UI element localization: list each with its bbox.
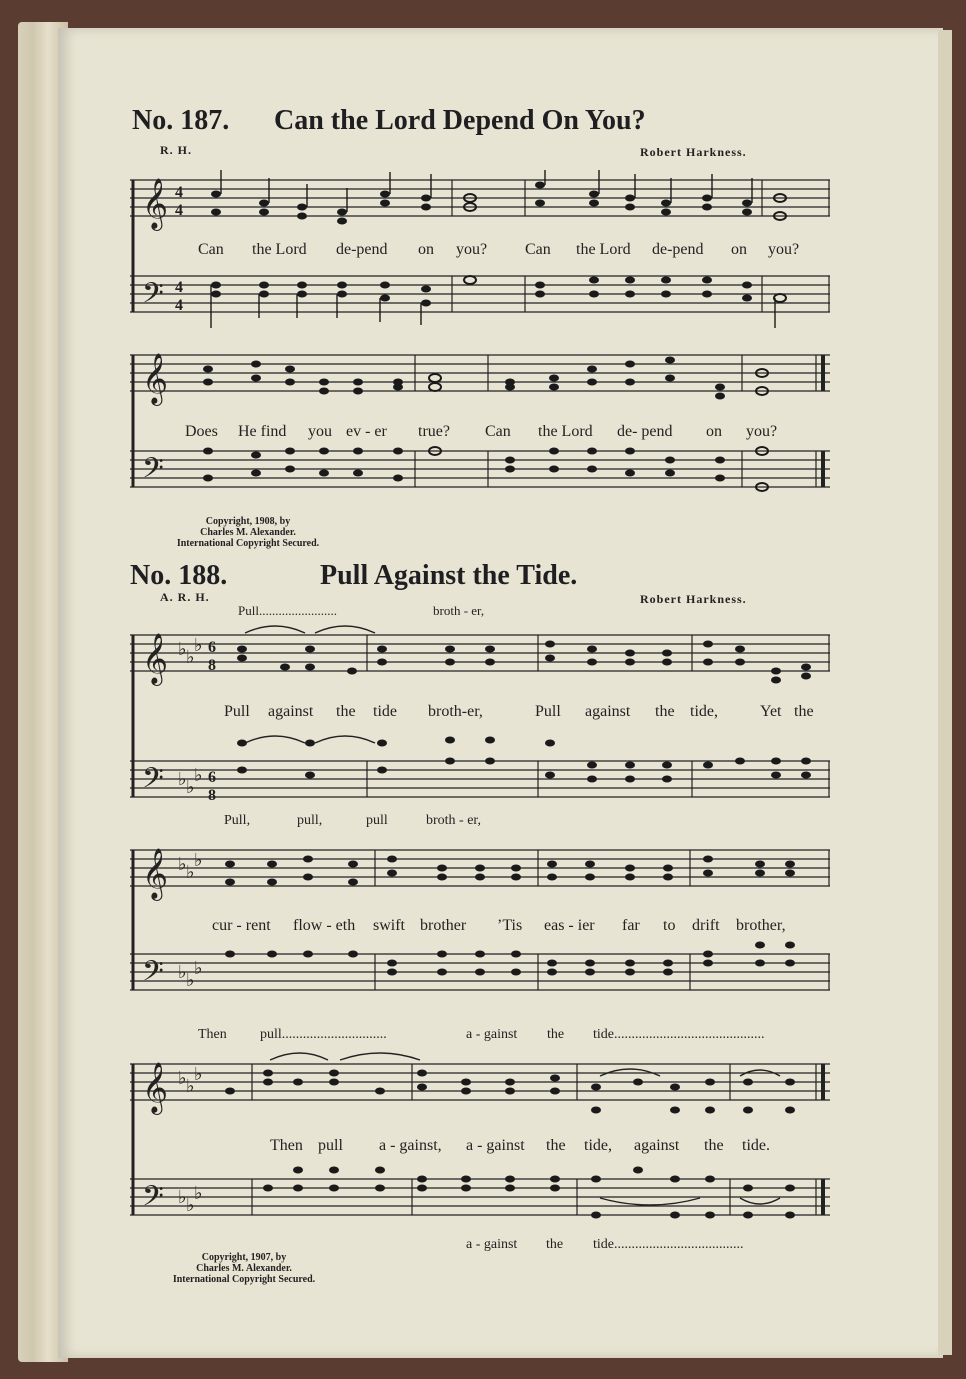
hymn-188-title: Pull Against the Tide. [320, 560, 578, 591]
copyright-line: Copyright, 1907, by [201, 1252, 287, 1263]
bass-lyric: pull [366, 813, 388, 828]
svg-text:𝄞: 𝄞 [142, 179, 169, 228]
lyric: pull [318, 1137, 343, 1154]
svg-text:𝄞: 𝄞 [142, 354, 169, 403]
lyric: tide, [690, 703, 718, 720]
svg-text:6: 6 [208, 639, 216, 656]
upper-cue: a - gainst [466, 1027, 518, 1042]
bass-lyric: a - gainst [466, 1237, 518, 1252]
lyric: you? [456, 241, 488, 258]
lyric: Pull [535, 703, 561, 720]
svg-text:8: 8 [208, 657, 216, 674]
hymn-187-number: No. 187. [132, 105, 230, 136]
svg-text:♭: ♭ [186, 970, 195, 990]
lyric: against [268, 703, 314, 720]
svg-text:♭: ♭ [186, 862, 195, 882]
upper-cue: pull.............................. [260, 1027, 387, 1042]
svg-text:♭: ♭ [194, 958, 203, 978]
svg-text:♭: ♭ [178, 854, 187, 874]
bass-lyric: tide..................................... [593, 1237, 744, 1252]
lyric: drift [692, 917, 720, 934]
svg-text:♭: ♭ [186, 1076, 195, 1096]
lyric: a - gainst [466, 1137, 525, 1154]
lyric: to [663, 917, 676, 934]
lyric: Does [185, 423, 218, 440]
upper-cue: Then [198, 1027, 227, 1042]
lyric: true? [418, 423, 450, 440]
lyric: against [585, 703, 631, 720]
bass-lyric: Pull, [224, 813, 251, 828]
svg-text:4: 4 [175, 297, 183, 314]
svg-text:4: 4 [175, 279, 183, 296]
svg-text:♭: ♭ [194, 850, 203, 870]
copyright-line: International Copyright Secured. [176, 538, 320, 549]
upper-cue: the [547, 1027, 565, 1042]
lyric: ’Tis [497, 917, 523, 934]
lyric: the [546, 1137, 566, 1154]
svg-text:𝄢: 𝄢 [142, 279, 164, 316]
svg-text:𝄢: 𝄢 [142, 957, 164, 994]
svg-text:♭: ♭ [178, 769, 187, 789]
svg-text:𝄞: 𝄞 [142, 1063, 169, 1112]
hymn-187-composer: Robert Harkness. [640, 145, 747, 159]
bass-lyric: broth - er, [426, 813, 482, 828]
lyric: eas - ier [544, 917, 595, 934]
svg-text:♭: ♭ [194, 1183, 203, 1203]
svg-text:♭: ♭ [178, 962, 187, 982]
svg-text:𝄞: 𝄞 [142, 634, 169, 683]
lyric: Can [485, 423, 511, 440]
svg-text:♭: ♭ [178, 1068, 187, 1088]
lyric: the Lord [252, 241, 307, 258]
svg-text:𝄞: 𝄞 [142, 849, 169, 898]
lyric: the [655, 703, 675, 720]
lyric: far [622, 917, 640, 934]
svg-text:♭: ♭ [186, 1195, 195, 1215]
lyric: tide, [584, 1137, 612, 1154]
lyric: brother, [736, 917, 786, 934]
hymn-187-author: R. H. [160, 143, 192, 157]
lyric: a - gainst, [379, 1137, 442, 1154]
lyric: de- pend [617, 423, 673, 440]
lyric: Can [198, 241, 224, 258]
bass-lyric: the [546, 1237, 564, 1252]
copyright-line: Charles M. Alexander. [200, 527, 296, 538]
copyright-line: International Copyright Secured. [172, 1274, 316, 1285]
copyright-line: Copyright, 1908, by [205, 516, 291, 527]
lyric: on [706, 423, 722, 440]
svg-text:8: 8 [208, 787, 216, 804]
lyric: brother [420, 917, 467, 934]
upper-cue: tide........................................... [593, 1027, 765, 1042]
svg-text:𝄢: 𝄢 [142, 764, 164, 801]
hymn-188-number: No. 188. [130, 560, 228, 591]
right-page-edge [938, 30, 952, 1355]
svg-text:6: 6 [208, 769, 216, 786]
svg-text:𝄢: 𝄢 [142, 1182, 164, 1219]
svg-text:♭: ♭ [186, 777, 195, 797]
svg-text:♭: ♭ [178, 1187, 187, 1207]
hymn-187-copyright [148, 516, 348, 549]
lyric: flow - eth [293, 917, 356, 934]
lyric: on [418, 241, 434, 258]
upper-cue: Pull........................ [238, 603, 337, 618]
svg-text:4: 4 [175, 184, 183, 201]
hymn-187-system-2 [130, 345, 830, 505]
lyric: the [704, 1137, 724, 1154]
svg-text:𝄢: 𝄢 [142, 454, 164, 491]
lyric: He find [238, 423, 287, 440]
lyric: cur - rent [212, 917, 271, 934]
svg-text:♭: ♭ [178, 639, 187, 659]
lyric: the Lord [576, 241, 631, 258]
lyric: Can [525, 241, 551, 258]
copyright-line: Charles M. Alexander. [196, 1263, 292, 1274]
svg-text:♭: ♭ [194, 1064, 203, 1084]
lyric: you? [746, 423, 778, 440]
svg-text:♭: ♭ [194, 765, 203, 785]
upper-cue: broth - er, [433, 603, 485, 618]
svg-text:4: 4 [175, 202, 183, 219]
lyric: Yet [760, 703, 782, 720]
svg-text:♭: ♭ [186, 647, 195, 667]
lyric: tide [373, 703, 397, 720]
lyric: against [634, 1137, 680, 1154]
lyric: the [336, 703, 356, 720]
svg-text:♭: ♭ [194, 635, 203, 655]
lyric: de-pend [336, 241, 388, 258]
lyric: ev - er [346, 423, 387, 440]
lyric: Then [270, 1137, 303, 1154]
lyric: on [731, 241, 747, 258]
hymn-188-composer: Robert Harkness. [640, 592, 747, 606]
bass-lyric: pull, [297, 813, 323, 828]
lyric: broth-er, [428, 703, 483, 720]
lyric: de-pend [652, 241, 704, 258]
lyric: tide. [742, 1137, 770, 1154]
hymn-187-title: Can the Lord Depend On You? [274, 105, 646, 136]
lyric: you [308, 423, 332, 440]
hymn-188-copyright [144, 1252, 344, 1285]
lyric: Pull [224, 703, 250, 720]
lyric: the [794, 703, 814, 720]
lyric: you? [768, 241, 800, 258]
lyric: swift [373, 917, 405, 934]
hymn-188-author: A. R. H. [160, 590, 210, 604]
lyric: the Lord [538, 423, 593, 440]
